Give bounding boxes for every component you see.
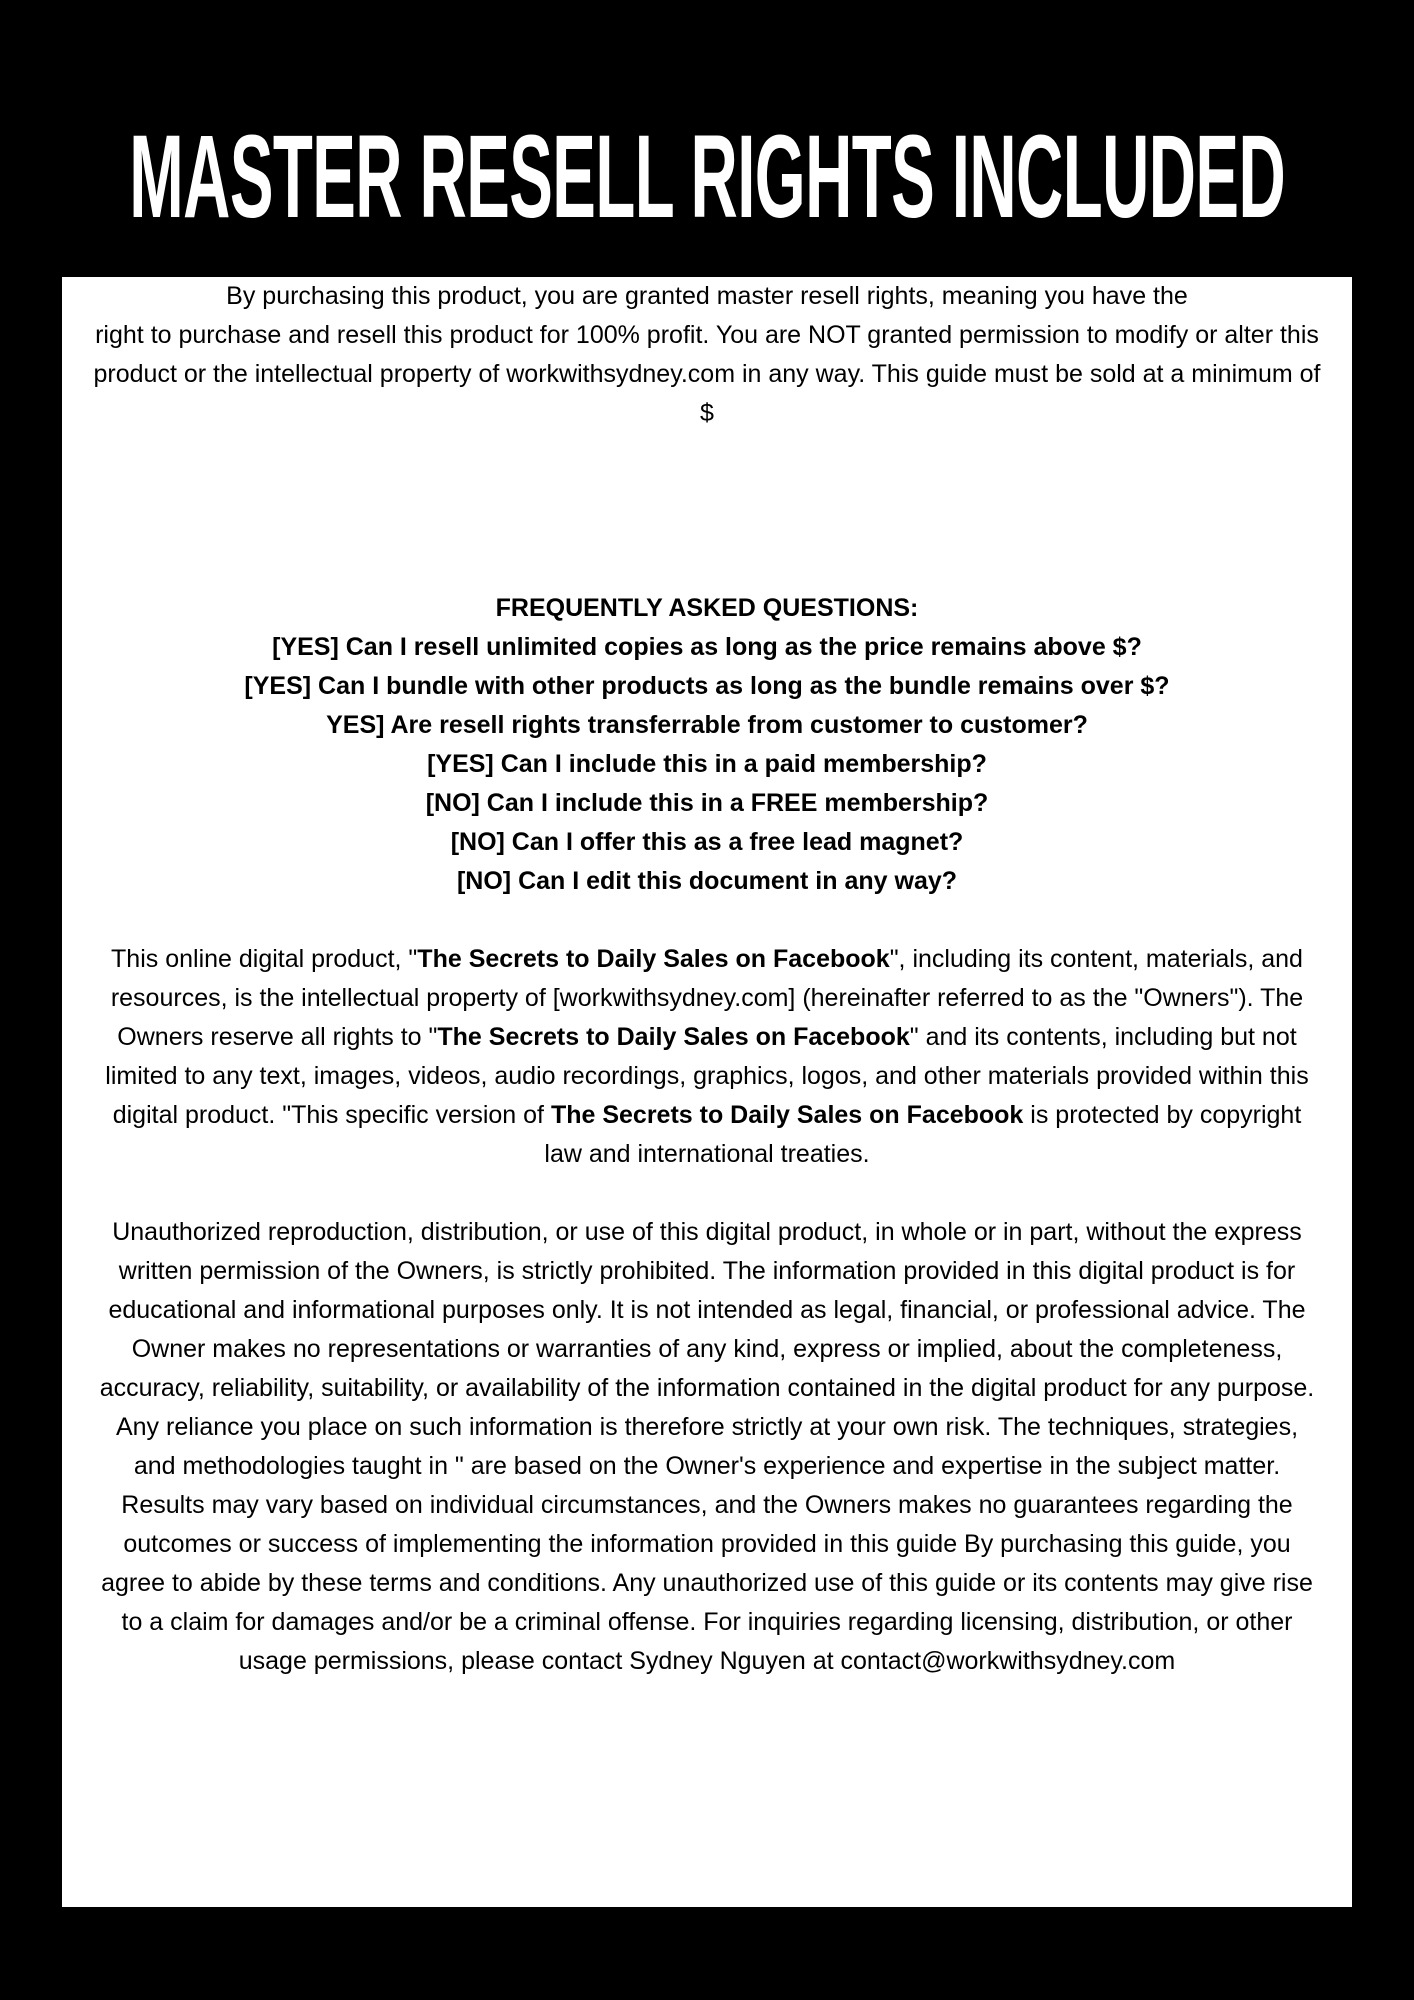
faq-item: [NO] Can I offer this as a free lead magnet? (450, 828, 964, 856)
faq-heading: FREQUENTLY ASKED QUESTIONS: (495, 594, 919, 622)
faq-item: YES] Are resell rights transferrable from customer to customer? (326, 711, 1088, 739)
vertical-gap (92, 1174, 1322, 1213)
license-card (62, 277, 1352, 1907)
vertical-gap (92, 433, 1322, 589)
page-title-text: MASTER RESELL RIGHTS INCLUDED (129, 111, 1285, 243)
faq-item: [NO] Can I edit this document in any way? (456, 867, 958, 895)
faq-item: [YES] Can I include this in a paid membership? (427, 750, 987, 778)
faq-section (92, 589, 1322, 901)
faq-item: [NO] Can I include this in a FREE membership? (425, 789, 989, 817)
faq-item: [YES] Can I resell unlimited copies as long as the price remains above $? (272, 633, 1142, 661)
copyright-paragraph: This online digital product, "The Secrets to Daily Sales on Facebook", including its content, materials, and resources, is the intellectual property of [workwithsydney.com] (hereinafter referred to as the "Owners"). The Owners reserve all rights to "The Secrets to Daily Sales on Facebook" and its contents, including but not limited to any text, images, videos, audio recordings, graphics, logos, and other materials provided within this digital product. "This specific version of The Secrets to Daily Sales on Facebook is protected by copyright law and international treaties. (105, 945, 1309, 1168)
obscured-intro-line: By purchasing this product, you are granted master resell rights, meaning you have the (226, 282, 1188, 310)
vertical-gap (92, 901, 1322, 940)
disclaimer-paragraph: Unauthorized reproduction, distribution, or use of this digital product, in whole or in part, without the express written permission of the Owners, is strictly prohibited. The information provided in this digital product is for educational and informational purposes only. It is not intended as legal, financial, or professional advice. The Owner makes no representations or warranties of any kind, express or implied, about the completeness, accuracy, reliability, suitability, or availability of the information contained in the digital product for any purpose. Any reliance you place on such information is therefore strictly at your own risk. The techniques, strategies, and methodologies taught in " are based on the Owner's experience and expertise in the subject matter. Results may vary based on individual circumstances, and the Owners makes no guarantees regarding the outcomes or success of implementing the information provided in this guide By purchasing this guide, you agree to abide by these terms and conditions. Any unauthorized use of this guide or its contents may give rise to a claim for damages and/or be a criminal offense. For inquiries regarding licensing, distribution, or other usage permissions, please contact Sydney Nguyen at contact@workwithsydney.com (99, 1218, 1315, 1675)
resell-rights-paragraph: right to purchase and resell this product for 100% profit. You are NOT granted permission to modify or alter this product or the intellectual property of workwithsydney.com in any way. This guide must be sold at a minimum of $ (93, 321, 1321, 427)
faq-item: [YES] Can I bundle with other products as long as the bundle remains over $? (244, 672, 1170, 700)
page-title (0, 111, 1414, 243)
